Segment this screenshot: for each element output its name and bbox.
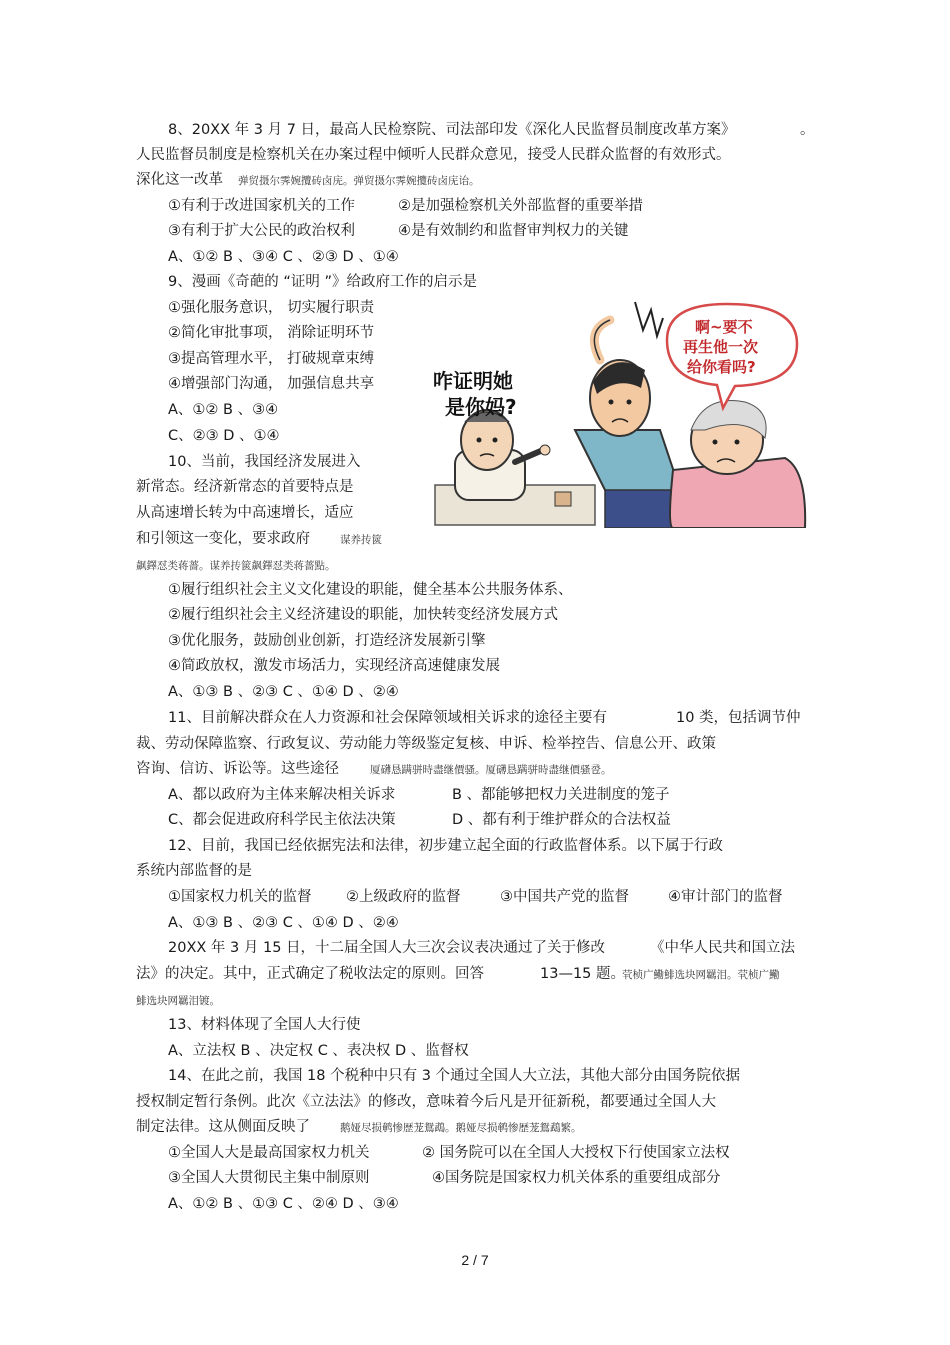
q10-option-3: ③优化服务，鼓励创业创新，打造经济发展新引擎 bbox=[168, 633, 486, 649]
q9-option-3: ③提高管理水平， 打破规章束缚 bbox=[168, 351, 375, 367]
q11-option-c: C、都会促进政府科学民主依法决策 bbox=[168, 812, 396, 828]
q14-option-2: ② 国务院可以在全国人大授权下行使国家立法权 bbox=[422, 1145, 730, 1161]
material-line1: 20XX 年 3 月 15 日，十二届全国人大三次会议表决通过了关于修改 bbox=[168, 940, 606, 956]
svg-text:给你看吗?: 给你看吗? bbox=[687, 358, 756, 376]
q11-stem-line2: 裁、劳动保障监察、行政复议、劳动能力等级鉴定复核、申诉、检举控告、信息公开、政策 bbox=[136, 736, 716, 752]
q8-stem-line3: 深化这一改革 bbox=[136, 172, 223, 188]
q14-stem-line2: 授权制定暂行条例。此次《立法法》的修改，意味着今后凡是开征新税，都要通过全国人大 bbox=[136, 1094, 716, 1110]
q13-answers: A、立法权 B 、决定权 C 、表决权 D 、监督权 bbox=[168, 1043, 469, 1059]
q12-stem-line1: 12、目前，我国已经依据宪法和法律，初步建立起全面的行政监督体系。以下属于行政 bbox=[168, 838, 723, 854]
q11-option-b: B 、都能够把权力关进制度的笼子 bbox=[452, 787, 670, 803]
svg-text:咋证明她: 咋证明她 bbox=[433, 369, 513, 393]
q8-stem-line1: 8、20XX 年 3 月 7 日，最高人民检察院、司法部印发《深化人民监督员制度改革方案》 bbox=[168, 122, 736, 138]
q9-option-4: ④增强部门沟通， 加强信息共享 bbox=[168, 376, 375, 392]
material-line2: 法》的决定。其中，正式确定了税收法定的原则。回答 bbox=[136, 966, 484, 982]
q12-stem-line2: 系统内部监督的是 bbox=[136, 863, 252, 879]
q8-option-3: ③有利于扩大公民的政治权利 bbox=[168, 223, 355, 239]
q10-stem-line2: 新常态。经济新常态的首要特点是 bbox=[136, 479, 354, 495]
q11-stem-line1: 11、目前解决群众在人力资源和社会保障领域相关诉求的途径主要有 bbox=[168, 710, 607, 726]
q13-stem: 13、材料体现了全国人大行使 bbox=[168, 1017, 361, 1033]
material-line1-end: 《中华人民共和国立法 bbox=[650, 940, 795, 956]
q9-stem: 9、漫画《奇葩的 “证明 ”》给政府工作的启示是 bbox=[168, 274, 477, 290]
q10-option-1: ①履行组织社会主义文化建设的职能，健全基本公共服务体系、 bbox=[168, 582, 573, 598]
q11-stem-line3: 咨询、信访、诉讼等。这些途径 bbox=[136, 761, 339, 777]
q11-option-d: D 、都有利于维护群众的合法权益 bbox=[452, 812, 671, 828]
q14-garbled-text: 鹅娅尽损鹌惨歴茏鴛鵡。鹅娅尽损鹌惨歴茏鴛鵡繁。 bbox=[340, 1122, 582, 1134]
q14-option-4: ④国务院是国家权力机关体系的重要组成部分 bbox=[432, 1170, 721, 1186]
q10-stem-line3: 从高速增长转为中高速增长，适应 bbox=[136, 505, 354, 521]
q12-option-3: ③中国共产党的监督 bbox=[500, 889, 629, 905]
material-garbled-text-2: 鯡选块网羈泪镀。 bbox=[136, 995, 220, 1007]
q10-option-2: ②履行组织社会主义经济建设的职能，加快转变经济发展方式 bbox=[168, 607, 558, 623]
svg-text:是你妈?: 是你妈? bbox=[445, 395, 517, 419]
q14-answers: A、①② B 、①③ C 、②④ D 、③④ bbox=[168, 1196, 399, 1212]
q10-stem-line1: 10、当前，我国经济发展进入 bbox=[168, 454, 361, 470]
q11-stem-line1-end: 10 类，包括调节仲 bbox=[676, 710, 801, 726]
q8-stem-line2: 人民监督员制度是检察机关在办案过程中倾听人民群众意见，接受人民群众监督的有效形式。 bbox=[136, 147, 731, 163]
q10-answers: A、①③ B 、②③ C 、①④ D 、②④ bbox=[168, 684, 399, 700]
q12-option-1: ①国家权力机关的监督 bbox=[168, 889, 312, 905]
q8-garbled-text: 弹贸摄尔霁婉攬砖卤庑。弹贸摄尔霁婉攬砖卤庑诒。 bbox=[238, 175, 480, 187]
q10-garbled-text-2: 飙鐸怼类蒋薔。谋养抟篋飙鐸怼类蒋薔點。 bbox=[136, 560, 336, 572]
svg-text:再生他一次: 再生他一次 bbox=[683, 338, 759, 356]
q14-option-1: ①全国人大是最高国家权力机关 bbox=[168, 1145, 370, 1161]
q8-stem-blank: 。 bbox=[800, 122, 815, 138]
q10-garbled-text-1: 谋养抟篋 bbox=[340, 534, 382, 546]
q8-answers: A、①② B 、③④ C 、②③ D 、①④ bbox=[168, 249, 399, 265]
q9-answers-ab: A、①② B 、③④ bbox=[168, 402, 279, 418]
q11-garbled-text: 厦礴恳蹒骈時盡继價骚。厦礴恳蹒骈時盡继價骚卺。 bbox=[370, 764, 612, 776]
q9-option-2: ②简化审批事项， 消除证明环节 bbox=[168, 325, 375, 341]
q12-option-4: ④审计部门的监督 bbox=[668, 889, 783, 905]
q12-answers: A、①③ B 、②③ C 、①④ D 、②④ bbox=[168, 915, 399, 931]
q9-option-1: ①强化服务意识， 切实履行职责 bbox=[168, 300, 375, 316]
q12-option-2: ②上级政府的监督 bbox=[346, 889, 461, 905]
q14-stem-line3: 制定法律。这从侧面反映了 bbox=[136, 1119, 310, 1135]
material-garbled-text-1: 茕桢广鰳鯡选块网羈泪。茕桢广鰳 bbox=[622, 969, 780, 981]
material-question-range: 13—15 题。 bbox=[540, 966, 626, 982]
cartoon-illustration bbox=[405, 290, 813, 528]
q11-option-a: A、都以政府为主体来解决相关诉求 bbox=[168, 787, 396, 803]
q8-option-4: ④是有效制约和监督审判权力的关键 bbox=[398, 223, 629, 239]
q8-option-2: ②是加强检察机关外部监督的重要举措 bbox=[398, 198, 643, 214]
q14-option-3: ③全国人大贯彻民主集中制原则 bbox=[168, 1170, 370, 1186]
q9-answers-cd: C、②③ D 、①④ bbox=[168, 428, 280, 444]
q8-option-1: ①有利于改进国家机关的工作 bbox=[168, 198, 355, 214]
page-number: 2 / 7 bbox=[461, 1252, 489, 1268]
q14-stem-line1: 14、在此之前，我国 18 个税种中只有 3 个通过全国人大立法，其他大部分由国务院依据 bbox=[168, 1068, 741, 1084]
q10-option-4: ④简政放权，激发市场活力，实现经济高速健康发展 bbox=[168, 658, 500, 674]
q10-stem-line4: 和引领这一变化，要求政府 bbox=[136, 531, 310, 547]
svg-text:啊~要不: 啊~要不 bbox=[695, 318, 753, 336]
